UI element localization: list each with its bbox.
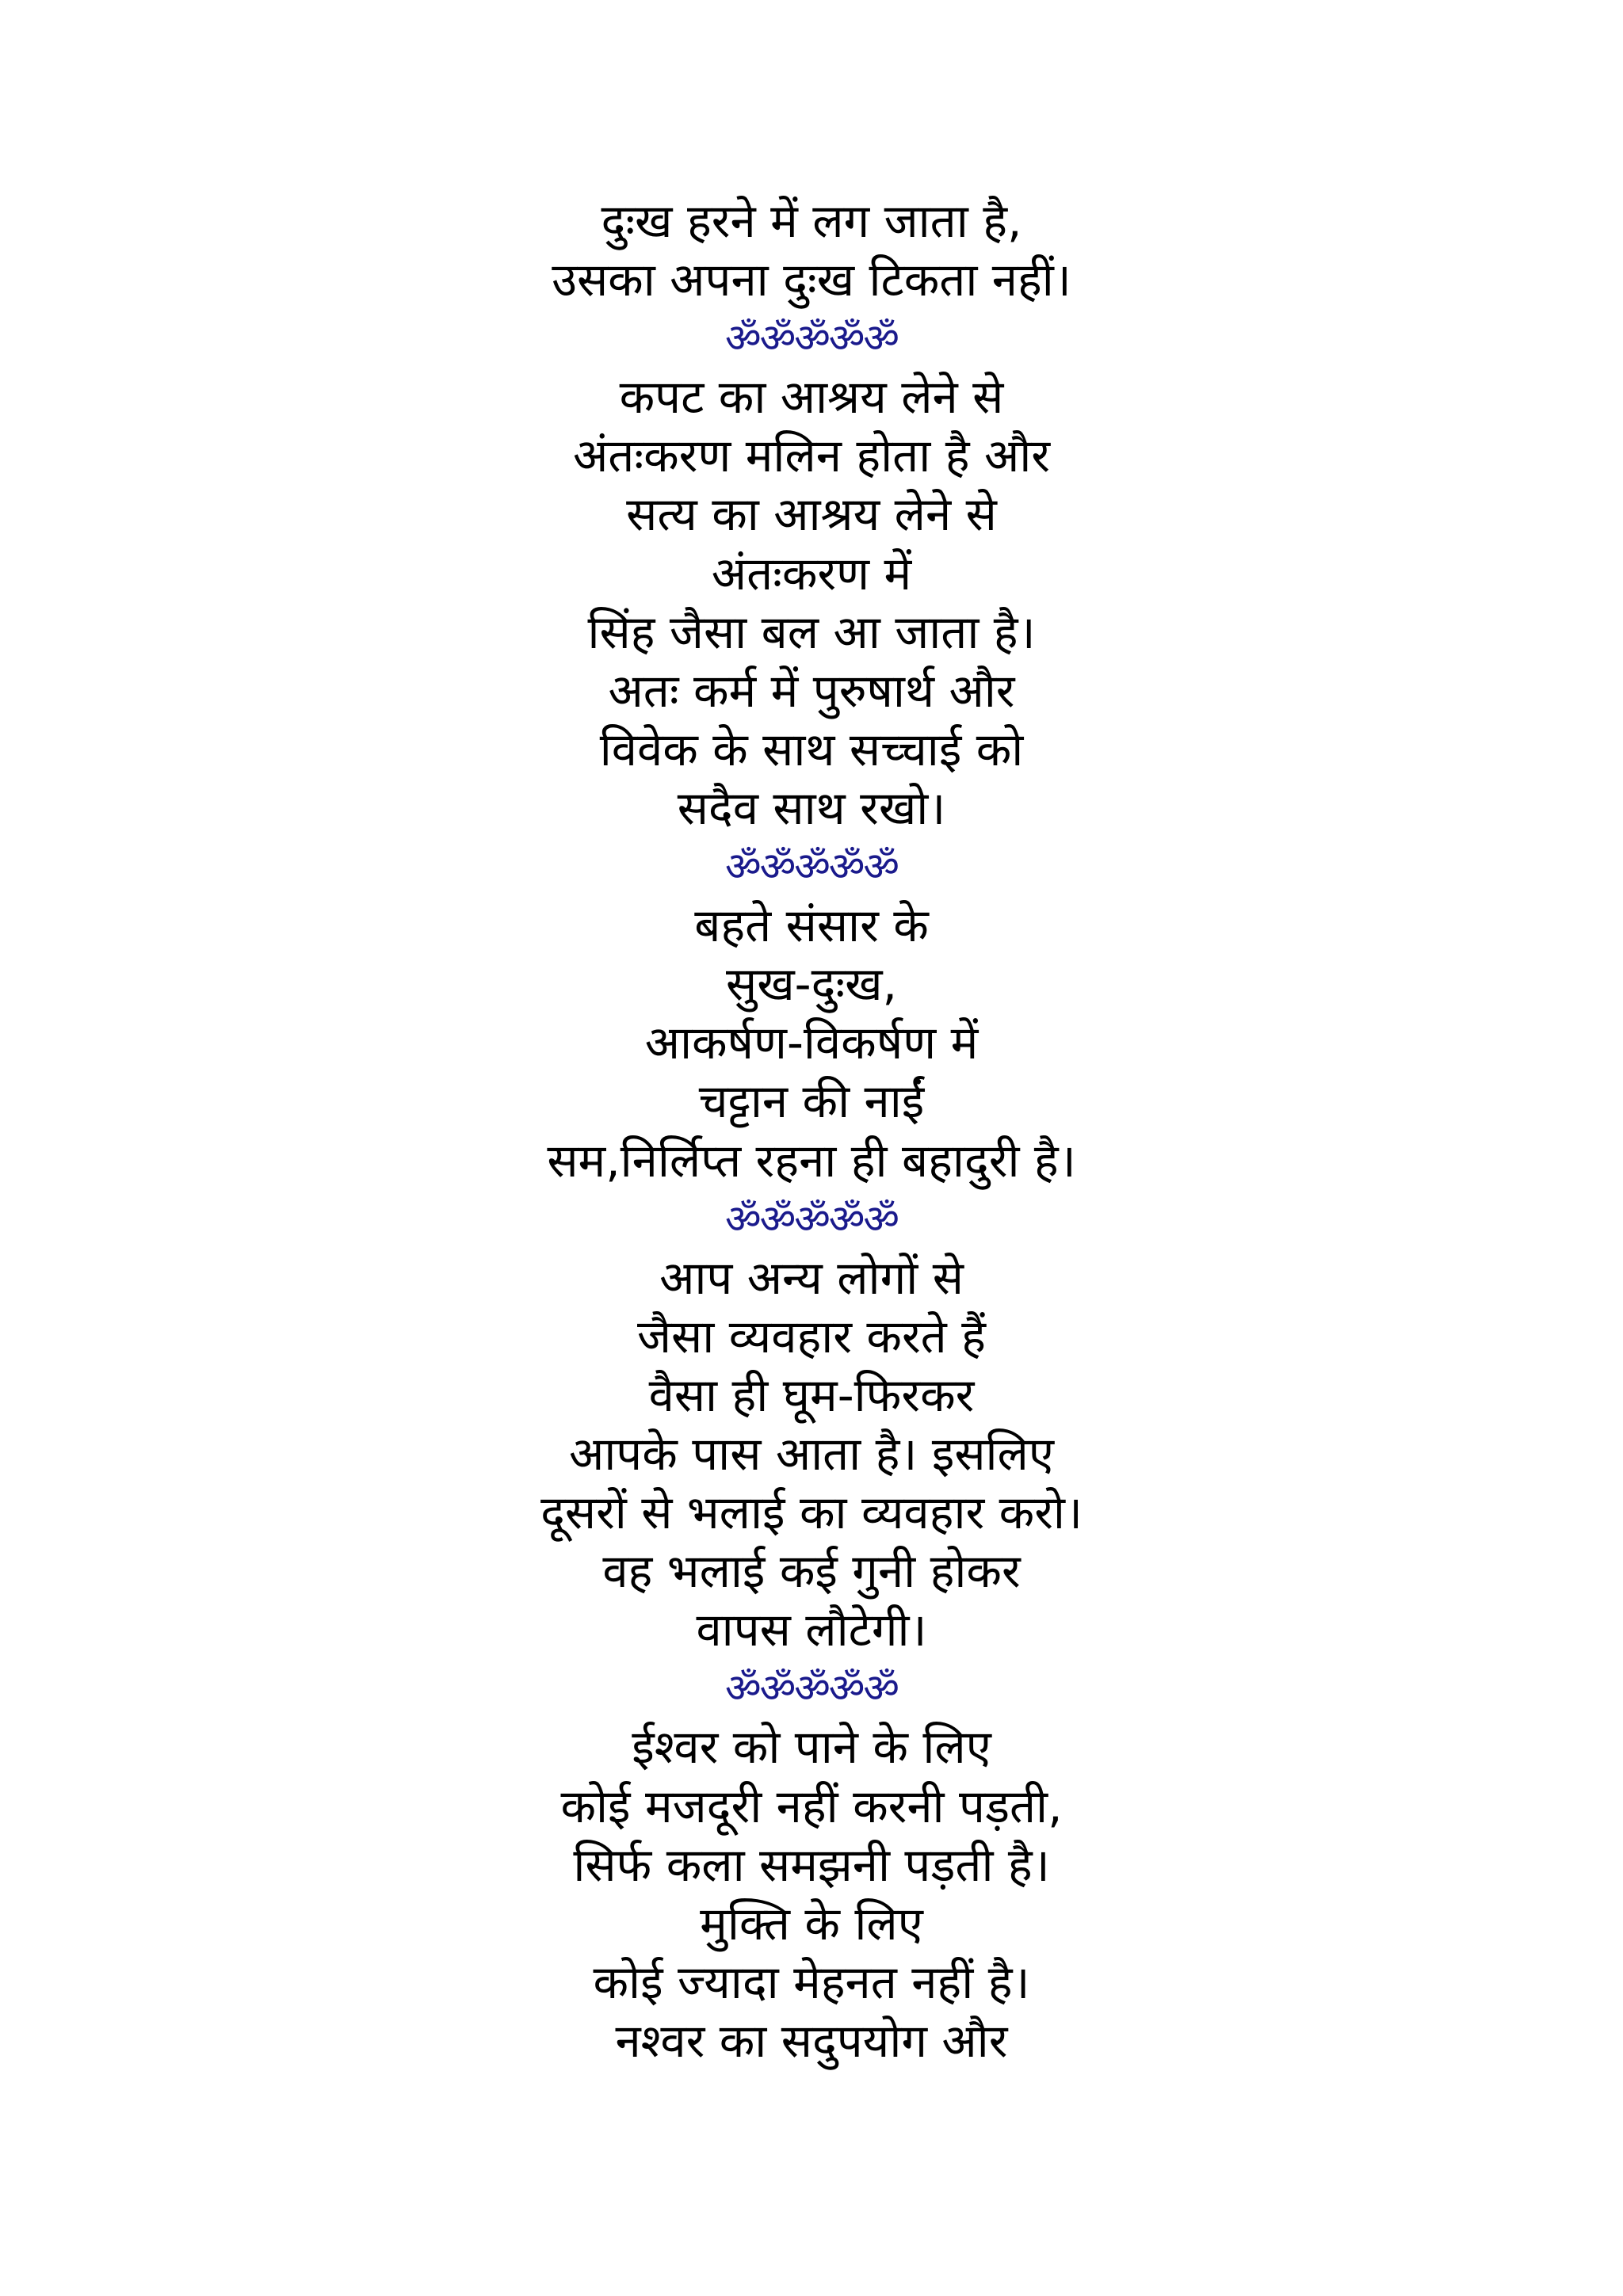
- text-line: दूसरों से भलाई का व्यवहार करो।: [540, 1486, 1083, 1540]
- text-line: कोई मजदूरी नहीं करनी पड़ती,: [560, 1779, 1063, 1833]
- text-line: कपट का आश्रय लेने से: [619, 370, 1004, 425]
- text-line: अतः कर्म में पुरुषार्थ और: [608, 663, 1015, 718]
- text-line: जैसा व्यवहार करते हैं: [637, 1309, 986, 1363]
- om-separator: ॐॐॐॐॐ: [725, 1665, 898, 1712]
- text-line: उसका अपना दुःख टिकता नहीं।: [552, 253, 1071, 307]
- text-line: आकर्षण-विकर्षण में: [644, 1016, 979, 1070]
- text-line: अंतःकरण में: [711, 546, 912, 601]
- text-line: दुःख हरने में लग जाता है,: [601, 194, 1022, 248]
- text-line: सत्य का आश्रय लेने से: [626, 487, 997, 542]
- text-line: वापस लौटेगी।: [696, 1603, 927, 1657]
- text-line: सदैव साथ रखो।: [677, 780, 946, 835]
- om-separator: ॐॐॐॐॐ: [725, 315, 898, 362]
- om-separator: ॐॐॐॐॐ: [725, 1196, 898, 1242]
- text-line: मुक्ति के लिए: [700, 1896, 923, 1951]
- text-line: अंतःकरण मलिन होता है और: [572, 429, 1050, 483]
- text-line: सिर्फ कला समझनी पड़ती है।: [573, 1837, 1050, 1892]
- text-line: सुख-दुःख,: [726, 957, 897, 1012]
- text-line: बहते संसार के: [694, 898, 929, 953]
- text-line: विवेक के साथ सच्चाई को: [599, 722, 1024, 776]
- document-page: [0, 192, 1623, 2070]
- text-line: वह भलाई कई गुनी होकर: [602, 1544, 1021, 1599]
- text-line: आपके पास आता है। इसलिए: [569, 1426, 1054, 1481]
- text-line: नश्वर का सदुपयोग और: [615, 2013, 1008, 2068]
- om-separator: ॐॐॐॐॐ: [725, 844, 898, 891]
- text-line: चट्टान की नाईं: [698, 1074, 925, 1129]
- text-line: कोई ज्यादा मेहनत नहीं है।: [593, 1955, 1030, 2009]
- text-line: सम,निर्लिप्त रहना ही बहादुरी है।: [547, 1133, 1076, 1188]
- text-line: आप अन्य लोगों से: [659, 1250, 964, 1305]
- text-line: ईश्वर को पाने के लिए: [632, 1720, 991, 1775]
- text-line: वैसा ही घूम-फिरकर: [648, 1367, 975, 1422]
- text-line: सिंह जैसा बल आ जाता है।: [587, 605, 1036, 659]
